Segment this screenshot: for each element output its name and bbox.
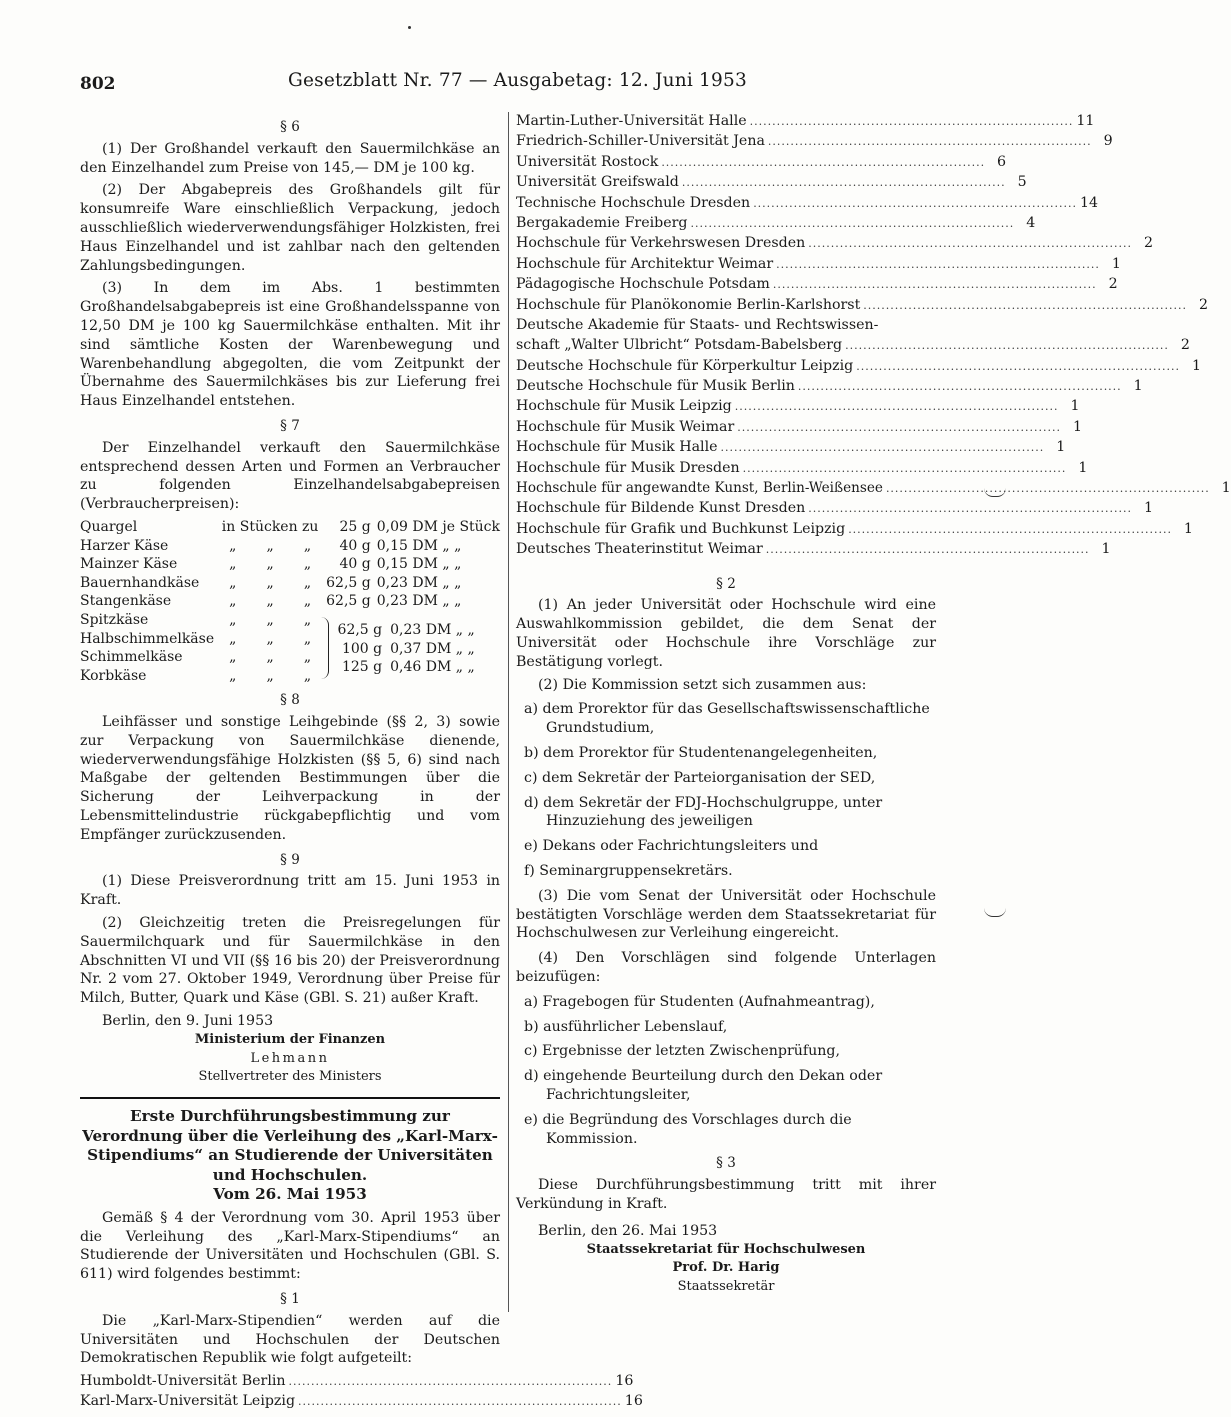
stipend-count: 2 [1143,235,1154,252]
stipend-count: 2 [1108,276,1118,293]
ditto-mark: „ [303,574,312,591]
institution-name: Hochschule für Bildende Kunst Dresden [516,500,806,517]
ditto-mark: „ [266,593,274,610]
stipend-count: 1 [1056,439,1066,456]
cheese-name: Stangenkäse [80,593,172,610]
weight: 25 g [339,518,371,535]
list-item: b) ausführlicher Lebenslauf, [524,1018,728,1035]
table-row [80,555,500,574]
institution-name: Deutsche Hochschule für Körperkultur Leipzig [516,357,854,374]
paragraph: Der Einzelhandel verkauft den Sauermilchkäse entsprechend dessen Arten und Formen an Verbraucher zu folgenden Einzelhandelsabgabepreisen (Verbraucherpreisen): [80,439,500,513]
stipend-count: 2 [1180,337,1190,354]
ditto-mark: „ [266,537,274,554]
brace-bracket [318,617,329,679]
margin-mark [984,908,1006,917]
cheese-name: Harzer Käse [80,537,169,554]
price: 0,15 DM „ „ [376,537,462,554]
table-row [80,518,500,537]
institution-name: Hochschule für Planökonomie Berlin-Karlshorst [516,296,861,313]
cheese-name: Halbschimmelkäse [80,630,215,647]
list-item [516,112,1095,132]
cheese-name: Mainzer Käse [80,556,178,573]
stipend-count: 1 [1111,255,1121,272]
ditto-mark: „ [303,649,312,666]
list-item [516,520,1193,540]
list-item [80,1392,643,1412]
right-column [516,112,1231,1297]
price: 0,46 DM „ „ [390,659,475,676]
institution-name: Deutsches Theaterinstitut Weimar [516,541,763,558]
institution-name: Martin-Luther-Universität Halle [516,113,747,129]
leader-dots: ........................................................................ [772,278,1097,292]
paragraph: (1) Diese Preisverordnung tritt am 15. Juni 1953 in Kraft. [80,873,500,909]
leader-dots: ........................................................................ [797,380,1122,394]
ditto-mark: „ [266,649,274,666]
paragraph: Gemäß § 4 der Verordnung vom 30. April 1953 über die Verleihung des „Karl-Marx-Stipendiums“ an Studierende der Universitäten und Hochschulen (GBl. S. 611) wird folgendes bestimmt: [80,1209,500,1283]
price: 0,09 DM je Stück [376,518,500,535]
section-heading: § 8 [280,692,300,709]
price: 0,37 DM „ „ [390,640,475,657]
list-item [516,153,1007,173]
leader-dots: ........................................................................ [767,135,1092,149]
list-item: b) dem Prorektor für Studentenangelegenheiten, [524,744,878,761]
institution-name: schaft „Walter Ulbricht“ Potsdam-Babelsberg [516,337,843,354]
list-item [516,132,1113,152]
cheese-name: Quargel [80,518,138,535]
institution-name: Hochschule für Musik Leipzig [516,398,732,415]
institution-name: Deutsche Hochschule für Musik Berlin [516,378,795,395]
signature-name: Lehmann [250,1050,330,1066]
weight: 40 g [339,537,371,554]
leader-dots: ........................................................................ [690,216,1015,230]
institution-name: Hochschule für Musik Dresden [516,459,740,476]
ditto-mark: „ [229,667,237,684]
table-row [80,592,500,611]
list-item [80,1372,634,1392]
paragraph: (2) Gleichzeitig treten die Preisregelungen für Sauermilchquark und für Sauermilchkäse in den Abschnitten VI und VII (§§ 16 bis 20) der Preisverordnung Nr. 2 vom 27. Oktober 1949, Verordnung über Preise für Milch, Butter, Quark und Käse (GBl. S. 21) außer Kraft. [80,915,500,1007]
list-item [516,540,1111,560]
table-row [80,537,500,556]
section-heading: § 9 [280,851,300,868]
institution-name: Hochschule für Musik Weimar [516,418,735,435]
print-speck [408,26,411,29]
column-divider [508,112,509,1312]
institution-name: Hochschule für Musik Halle [516,439,718,456]
leader-dots: ........................................................................ [288,1375,613,1389]
cheese-name: Bauernhandkäse [80,574,200,591]
paragraph: (1) An jeder Universität oder Hochschule wird eine Auswahlkommission gebildet, die dem Senat der Universität oder Hochschule ihre Vorschläge zur Bestätigung vorlegt. [516,597,936,670]
list-item [516,214,1036,234]
list-item [516,479,1231,499]
price: 0,23 DM „ „ [376,593,462,610]
list-item [516,397,1080,417]
ditto-mark: „ [303,556,312,573]
decree-date: Vom 26. Mai 1953 [213,1185,367,1204]
ditto-mark: „ [266,574,274,591]
leader-dots: ........................................................................ [753,196,1077,210]
paragraph: (3) Die vom Senat der Universität oder Hochschule bestätigten Vorschläge werden dem Staatssekretariat für Hochschulwesen zur Verleihung eingereicht. [516,887,936,942]
stipend-count: 16 [615,1373,634,1390]
ditto-mark: „ [229,649,237,666]
paragraph: (2) Die Kommission setzt sich zusammen aus: [538,676,867,693]
weight: 62,5 g [337,621,383,638]
list-item: a) dem Prorektor für das Gesellschaftswissenschaftliche Grundstudium, [524,701,930,737]
list-item [516,418,1083,438]
ditto-mark: „ [229,537,237,554]
stipend-count: 1 [1191,357,1202,374]
ditto-mark: „ [266,667,274,684]
institution-name: Technische Hochschule Dresden [516,194,751,211]
stipend-count: 11 [1076,113,1095,129]
paragraph: Die „Karl-Marx-Stipendien“ werden auf die Universitäten und Hochschulen der Deutschen Demokratischen Republik wie folgt aufgeteilt: [80,1312,500,1367]
stipend-count: 1 [1133,378,1143,395]
section-heading: § 3 [716,1155,736,1172]
signature-role: Stellvertreter des Ministers [198,1069,382,1085]
page-number: 802 [80,74,116,94]
section-heading: § 7 [280,417,300,434]
unit-label: in Stücken zu [221,518,319,535]
leader-dots: ........................................................................ [749,115,1074,128]
list-item [516,316,1190,357]
weight: 100 g [341,640,383,657]
list-item [516,275,1118,295]
list-item [516,194,1099,214]
list-item: d) eingehende Beurteilung durch den Dekan oder Fachrichtungsleiter, [524,1068,883,1103]
stipend-count: 5 [1017,174,1027,191]
ditto-mark: „ [303,611,312,628]
paragraph: (4) Den Vorschlägen sind folgende Unterlagen beizufügen: [516,950,936,985]
institution-name: Pädagogische Hochschule Potsdam [516,276,770,293]
ditto-mark: „ [266,630,274,647]
price: 0,23 DM „ „ [376,574,462,591]
institution-name: Hochschule für Grafik und Buchkunst Leipzig [516,520,846,537]
list-item [516,255,1121,275]
ditto-mark: „ [229,630,237,647]
stipend-count: 1 [1073,418,1083,435]
stipend-count: 14 [1079,194,1099,211]
section-rule [80,1097,500,1099]
list-item: d) dem Sekretär der FDJ-Hochschulgruppe, unter Hinzuziehung des jeweiligen [524,794,883,830]
leader-dots: ........................................................................ [845,339,1169,353]
price: 0,23 DM „ „ [390,621,475,638]
weight: 125 g [341,659,383,676]
list-item [516,357,1202,377]
section-heading: § 6 [280,119,300,135]
ditto-mark: „ [266,611,274,628]
price-table [80,518,500,685]
institution-name: Deutsche Akademie für Staats- und Rechtswissen- [516,316,879,333]
list-item [516,173,1027,193]
list-item [516,234,1154,254]
stipend-count: 4 [1026,214,1036,231]
leader-dots: ........................................................................ [885,482,1210,496]
price: 0,15 DM „ „ [376,556,462,573]
institution-name: Hochschule für Architektur Weimar [516,255,774,272]
list-item: e) Dekans oder Fachrichtungsleiters und [524,838,819,855]
ditto-mark: „ [229,556,237,573]
leader-dots: ........................................................................ [681,176,1006,190]
institution-name: Friedrich-Schiller-Universität Jena [516,133,765,150]
decree-title: Erste Durchführungsbestimmung zur Verordnung über die Verleihung des „Karl-Marx-Stipendiums“ an Studierende der Universitäten und Hochschulen. [82,1107,498,1184]
leader-dots: ........................................................................ [742,461,1067,475]
leader-dots: ........................................................................ [808,502,1132,516]
page-header [80,70,920,100]
institution-name: Bergakademie Freiberg [516,214,688,231]
section-heading: § 1 [280,1290,300,1307]
leader-dots: ........................................................................ [298,1395,622,1409]
ditto-mark: „ [303,667,312,684]
table-row [80,574,500,593]
list-item [516,438,1066,458]
institution-name: Hochschule für Verkehrswesen Dresden [516,235,806,252]
leader-dots: ........................................................................ [776,257,1100,271]
institution-name: Universität Rostock [516,153,659,170]
stipend-count: 6 [997,153,1007,170]
stipend-count: 9 [1103,133,1113,150]
stipend-count: 1 [1183,520,1193,537]
ditto-mark: „ [303,537,312,554]
institution-name: Humboldt-Universität Berlin [80,1373,286,1390]
leader-dots: ........................................................................ [848,522,1172,536]
stipend-count: 1 [1143,500,1153,517]
ditto-mark: „ [229,574,237,591]
stipend-count: 1 [1070,398,1080,415]
grouped-prices [326,611,500,685]
institution-name: Karl-Marx-Universität Leipzig [80,1393,296,1410]
weight: 62,5 g [326,574,371,591]
stipend-count: 1 [1101,541,1111,558]
ditto-mark: „ [266,556,274,573]
signature-date: Berlin, den 26. Mai 1953 [538,1222,718,1239]
signature-role: Staatssekretär [677,1279,775,1295]
institution-name: Universität Greifswald [516,174,679,191]
cheese-name: Spitzkäse [80,611,149,628]
signature-name: Prof. Dr. Harig [672,1260,780,1276]
list-item [516,459,1088,479]
paragraph: (3) In dem im Abs. 1 bestimmten Großhandelsabgabepreis ist eine Großhandelsspanne von 12,50 DM je 100 kg Sauermilchkäse enthalten. Mit ihr sind sämtliche Kosten der Warenbewegung und Warenbehandlung abgegolten, die vom Zeitpunkt der Übernahme des Sauermilchkäses bis zur Lieferung frei Haus Einzelhandel entstehen. [80,280,500,410]
list-item [516,296,1209,316]
leader-dots: ........................................................................ [765,543,1090,557]
list-item: a) Fragebogen für Studenten (Aufnahmeantrag), [524,993,875,1010]
gazette-title: Gesetzblatt Nr. 77 — Ausgabetag: 12. Juni 1953 [288,70,747,91]
list-item [516,499,1153,519]
institution-name: Hochschule für angewandte Kunst, Berlin-Weißensee [516,480,883,497]
leader-dots: ........................................................................ [661,155,986,169]
leader-dots: ........................................................................ [856,359,1181,373]
stipend-list-right [516,112,1231,561]
stipend-count: 2 [1199,296,1209,313]
cheese-name: Korbkäse [80,667,147,684]
signature-org: Staatssekretariat für Hochschulwesen [586,1241,866,1257]
stipend-count: 1 [1221,480,1231,497]
paragraph: Diese Durchführungsbestimmung tritt mit ihrer Verkündung in Kraft. [516,1177,936,1212]
leader-dots: ........................................................................ [863,298,1188,312]
paragraph: (1) Der Großhandel verkauft den Sauermilchkäse an den Einzelhandel zum Preise von 145,— DM je 100 kg. [80,140,500,176]
ditto-mark: „ [303,593,312,610]
leader-dots: ........................................................................ [737,420,1062,434]
ditto-mark: „ [229,611,237,628]
weight: 40 g [339,556,371,573]
stipend-count: 16 [624,1393,643,1410]
weight: 62,5 g [326,593,371,610]
stipend-count: 1 [1078,459,1088,476]
section-heading: § 2 [716,575,736,592]
leader-dots: ........................................................................ [720,441,1045,455]
list-item: c) Ergebnisse der letzten Zwischenprüfung, [524,1043,841,1060]
list-item [516,377,1143,397]
ditto-mark: „ [229,593,237,610]
leader-dots: ........................................................................ [734,400,1059,414]
leader-dots: ........................................................................ [808,237,1133,251]
cheese-name: Schimmelkäse [80,649,183,666]
paragraph: (2) Der Abgabepreis des Großhandels gilt für konsumreife Ware einschließlich Verpackung, jedoch ausschließlich wiederverwendungsfähiger Holzkisten, frei Haus Einzelhandel und ist zahlbar nach den geltenden Zahlungsbedingungen. [80,182,500,274]
list-item: e) die Begründung des Vorschlages durch die Kommission. [524,1111,852,1147]
ditto-mark: „ [303,630,312,647]
list-item: c) dem Sekretär der Parteiorganisation der SED, [524,769,876,786]
list-item: f) Seminargruppensekretärs. [524,862,733,879]
paragraph: Leihfässer und sonstige Leihgebinde (§§ 2, 3) sowie zur Verpackung von Sauermilchkäse dienende, wiederverwendungsfähige Holzkisten (§§ 5, 6) sind nach Maßgabe der geltenden Bestimmungen über die Sicherung der Leihverpackung in der Lebensmittelindustrie rückgabepflichtig und vom Empfänger zurückzusenden. [80,714,500,843]
signature-date: Berlin, den 9. Juni 1953 [102,1013,274,1030]
stipend-list-left [80,1372,643,1413]
table-row [80,611,500,630]
signature-org: Ministerium der Finanzen [194,1031,386,1047]
